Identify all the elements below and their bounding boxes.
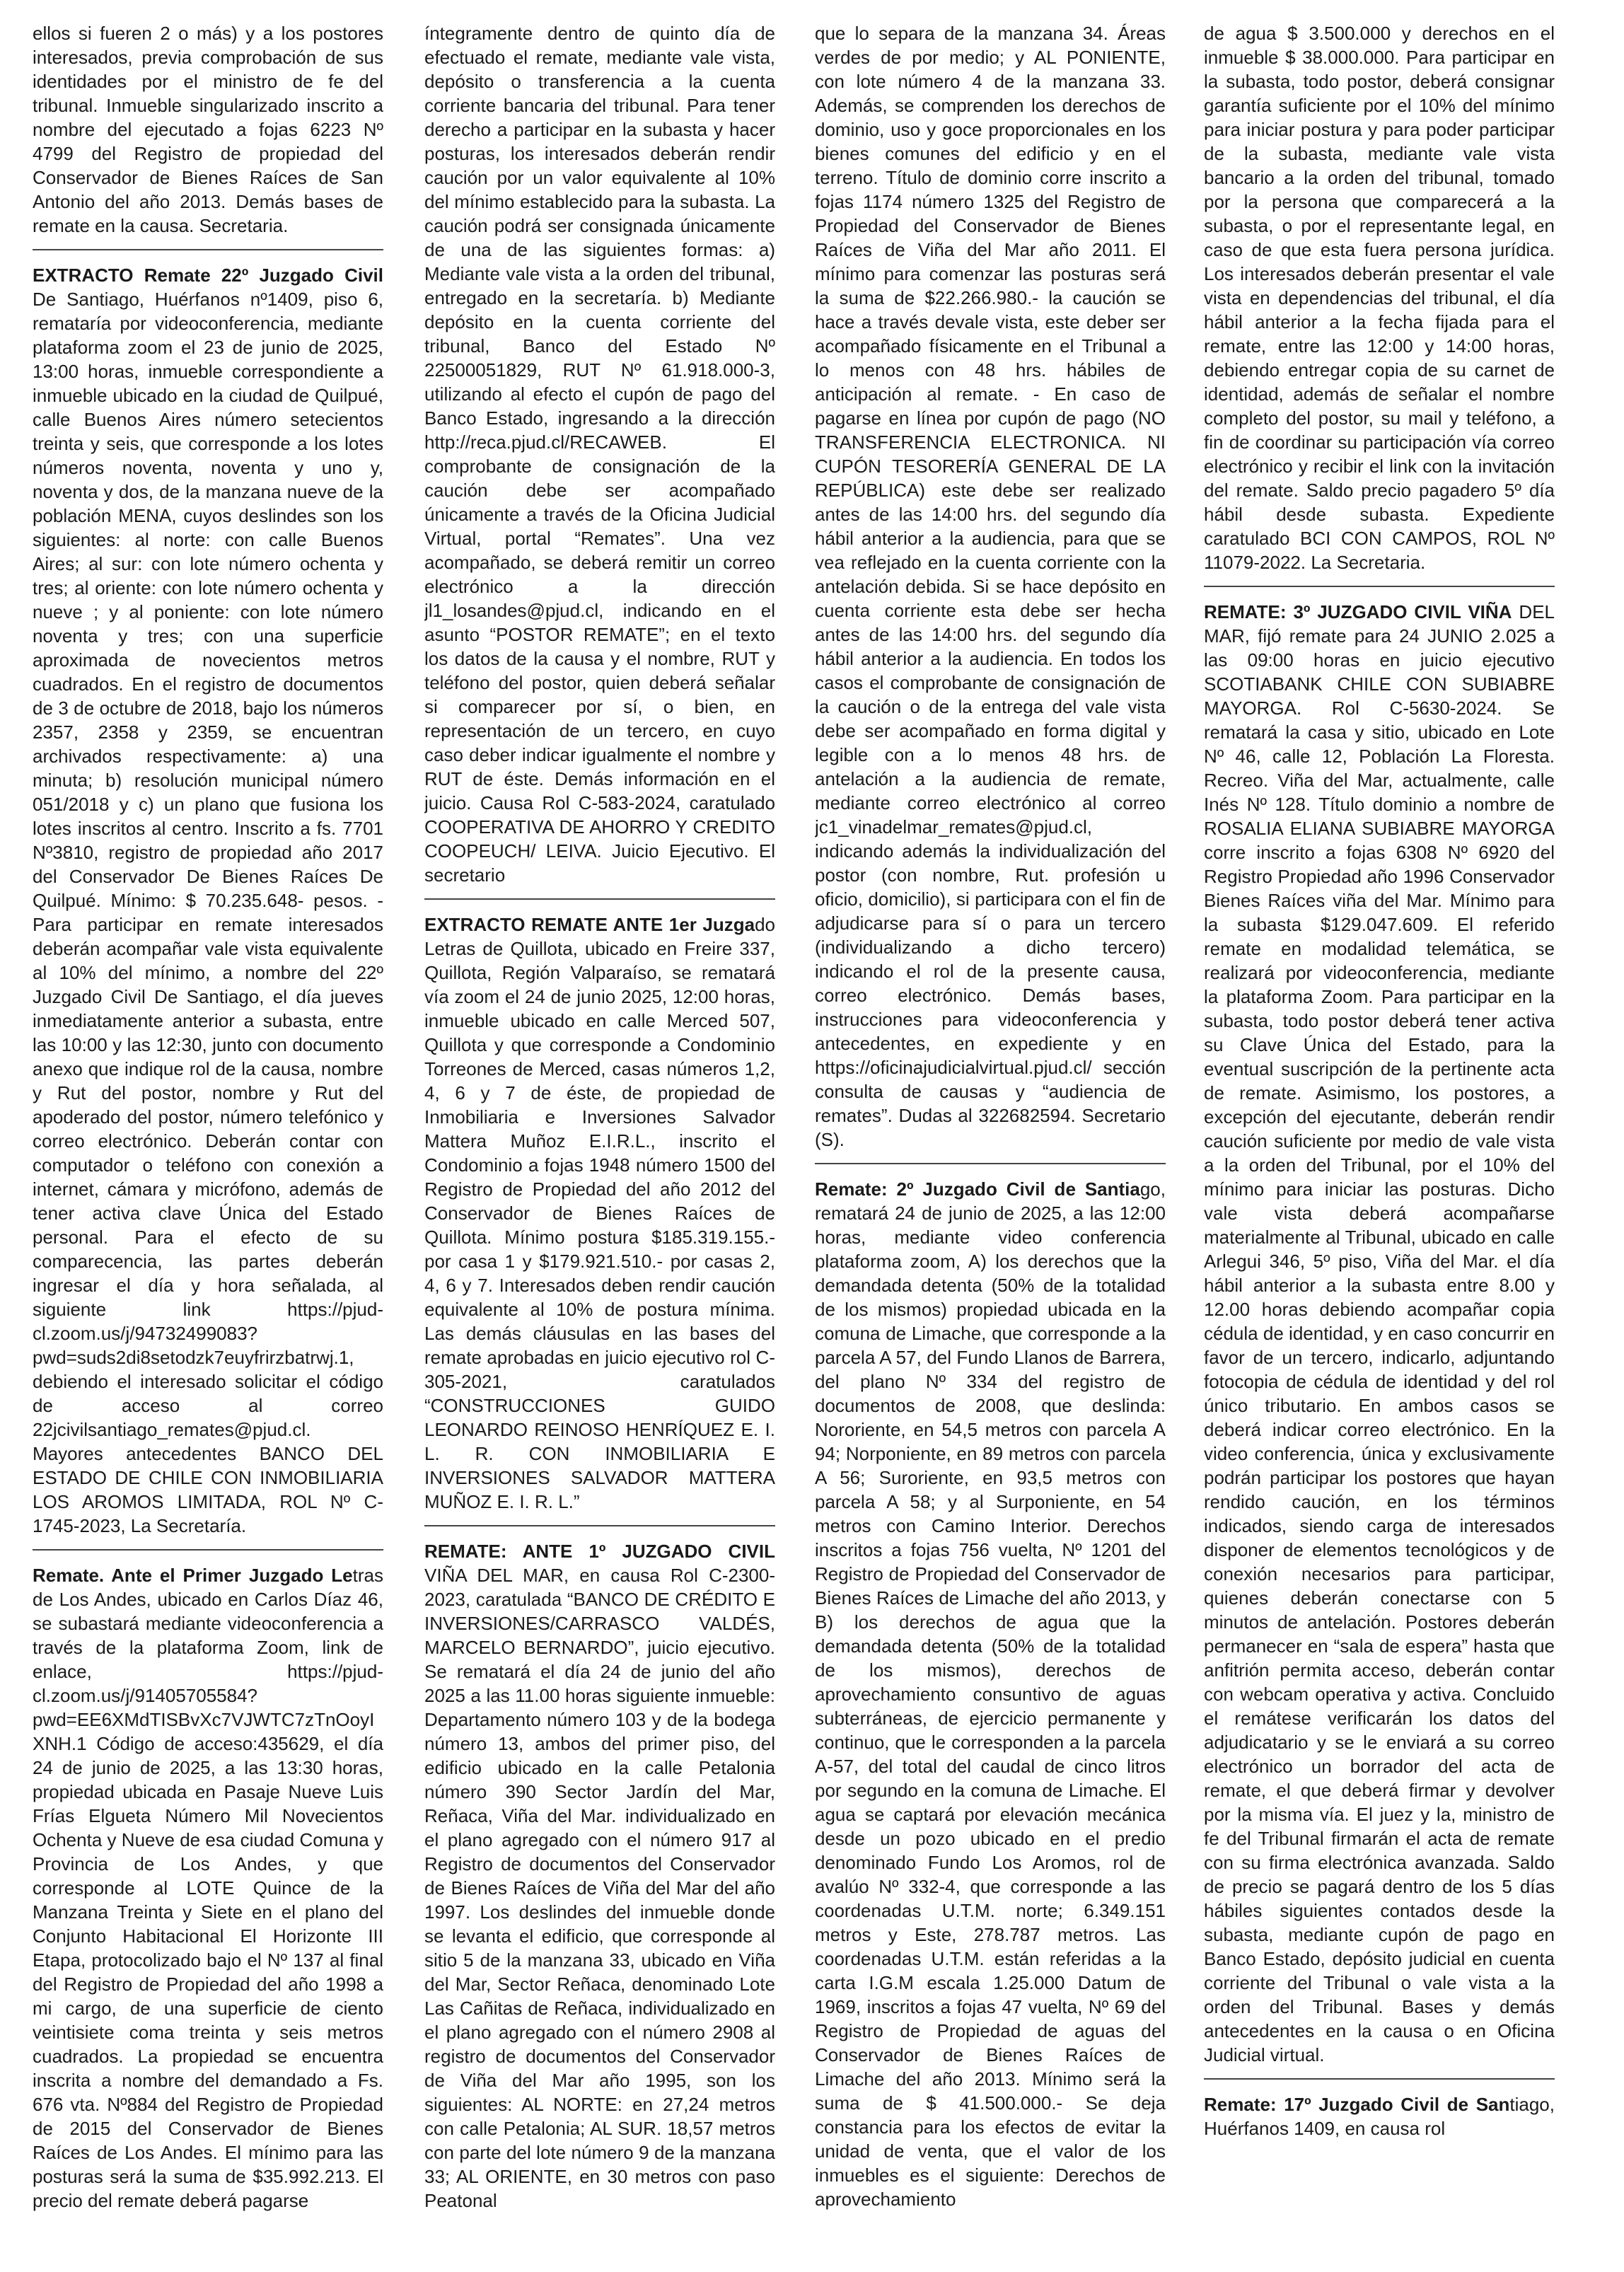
notice-body: De Santiago, Huérfanos nº1409, piso 6, remataría por videoconferencia, mediante plataforma zoom el 23 de junio de 2025, 13:00 horas, inmueble correspondiente a inmueble ubicado en la ciudad de Quilpué, calle Buenos Aires número setecientos treinta y seis, que corresponde a los lotes números noventa, noventa y uno y, noventa y dos, de la manzana nueve de la población MENA, cuyos deslindes son los siguientes: al norte: con calle Buenos Aires; al sur: con lote número ochenta y tres; al oriente: con lote número ochenta y nueve ; y al poniente: con lote número noventa y tres; con una superficie aproximada de novecientos metros cuadrados. En el registro de documentos de 3 de octubre de 2018, bajo los números 2357, 2358 y 2359, se encuentran archivados respectivamente: a) una minuta; b) resolución municipal número 051/2018 y c) un plano que fusiona los lotes inscritos al centro. Inscrito a fs. 7701 Nº3810, registro de propiedad año 2017 del Conservador De Bienes Raíces De Quilpué. Mínimo: $ 70.235.648- pesos. -Para participar en remate interesados deberán acompañar vale vista equivalente al 10% del mínimo, a nombre del 22º Juzgado Civil De Santiago, el día jueves inmediatamente anterior a subasta, entre las 10:00 y las 12:30, junto con documento anexo que indique rol de la causa, nombre y Rut del postor, nombre y Rut del apoderado del postor, número telefónico y correo electrónico. Deberán contar con computador o teléfono con conexión a internet, cámara y micrófono, además de tener activa clave Única del Estado personal. Para el efecto de su comparecencia, las partes deberán ingresar el día y hora señalada, al siguiente link https://pjud-cl.zoom.us/j/94732499083?pwd=suds2di8setodzk7euyfrirzbatrwj.1, debiendo el interesado solicitar el código de acceso al correo 22jcivilsantiago_remates@pjud.cl. Mayores antecedentes BANCO DEL ESTADO DE CHILE CON INMOBILIARIA LOS AROMOS LIMITADA, ROL Nº C-1745-2023, La Secretaría. [33,289,383,1536]
notice-remate-1-juzgado-vina-del-mar [424,1539,775,2213]
notice-heading: EXTRACTO REMATE ANTE 1er Juzga [424,914,755,935]
notice-continuation [424,21,775,887]
notice-remate-2-juzgado-civil-santiago [815,1177,1166,2211]
notice-divider [33,1549,383,1551]
notice-divider [815,1163,1166,1164]
notice-remate-3-juzgado-vina-del-mar [1204,600,1555,2067]
notice-body: que lo separa de la manzana 34. Áreas verdes de por medio; y AL PONIENTE, con lote número 4 de la manzana 33. Además, se comprenden los derechos de dominio, uso y goce proporcionales en los bienes comunes del edificio y en el terreno. Título de dominio corre inscrito a fojas 1174 número 1325 del Registro de Propiedad del Conservador de Bienes Raíces de Viña del Mar año 2011. El mínimo para comenzar las posturas será la suma de $22.266.980.- la caución se hace a través devale vista, este deber ser acompañado físicamente en el Tribunal a lo menos con 48 hrs. hábiles de anticipación al remate. - En caso de pagarse en línea por cupón de pago (NO TRANSFERENCIA ELECTRONICA. NI CUPÓN TESORERÍA GENERAL DE LA REPÚBLICA) este debe ser realizado antes de las 14:00 hrs. del segundo día hábil anterior a la audiencia, para que se vea reflejado en la cuenta corriente con la antelación debida. Si se hace depósito en cuenta corriente esta debe ser hecha antes de las 14:00 hrs. del segundo día hábil anterior a la audiencia. En todos los casos el comprobante de consignación de la caución o de la entrega del vale vista debe ser acompañado en forma digital y legible con a lo menos 48 hrs. de antelación a la audiencia de remate, mediante correo electrónico al correo jc1_vinadelmar_remates@pjud.cl, indicando además la individualización del postor (con nombre, Rut. profesión u oficio, domicilio), si participara con el fin de adjudicarse para sí o para un tercero (individualizando a dicho tercero) indicando el rol de la presente causa, correo electrónico. Demás bases, instrucciones para videoconferencia y antecedentes, en expediente y en https://oficinajudicialvirtual.pjud.cl/ sección consulta de causas y “audiencia de remates”. Dudas al 322682594. Secretario (S). [815,23,1166,1150]
column-3 [815,21,1166,2256]
notice-remate-17-juzgado-civil-santiago [1204,2092,1555,2140]
column-1 [33,21,383,2256]
notice-divider [33,249,383,250]
notice-body: DEL MAR, fijó remate para 24 JUNIO 2.025 a las 09:00 horas en juicio ejecutivo SCOTIABANK CHILE CON SUBIABRE MAYORGA. Rol C-5630-2024. Se rematará la casa y sitio, ubicado en Lote Nº 46, calle 12, Población La Floresta. Recreo. Viña del Mar, actualmente, calle Inés Nº 128. Título dominio a nombre de ROSALIA ELIANA SUBIABRE MAYORGA corre inscrito a fojas 6308 Nº 6920 del Registro Propiedad año 1996 Conservador Bienes Raíces viña del Mar. Mínimo para la subasta $129.047.609. El referido remate en modalidad telemática, se realizará por videoconferencia, mediante la plataforma Zoom. Para participar en la subasta, todo postor deberá tener activa su Clave Única del Estado, para la eventual suscripción de la pertinente acta de remate. Asimismo, los postores, a excepción del ejecutante, deberán rendir caución suficiente por medio de vale vista a la orden del Tribunal, por el 10% del mínimo para iniciar las posturas. Dicho vale vista deberá acompañarse materialmente al Tribunal, ubicado en calle Arlegui 346, 5º piso, Viña del Mar. el día hábil anterior a la subasta entre 8.00 y 12.00 horas debiendo acompañar copia cédula de identidad, y en caso concurrir en favor de un tercero, indicarlo, adjuntando fotocopia de cédula de identidad y del rol único tributario. En ambos casos se deberá indicar correo electrónico. En la video conferencia, única y exclusivamente podrán participar los postores que hayan rendido caución, en los términos indicados, siendo carga de interesados disponer de elementos tecnológicos y de conexión necesarios para participar, quienes deberán conectarse con 5 minutos de antelación. Postores deberán permanecer en “sala de espera” hasta que anfitrión permita acceso, deberán contar con webcam operativa y activa. Concluido el remátese verificarán los datos del adjudicatario y se le enviará a su correo electrónico un borrador del acta de remate, el que deberá firmar y devolver por la misma vía. El juez y la, ministro de fe del Tribunal firmarán el acta de remate con su firma electrónica avanzada. Saldo de precio se pagará dentro de los 5 días hábiles siguientes contados desde la subasta, mediante cupón de pago en Banco Estado, depósito judicial en cuenta corriente del Tribunal o vale vista a la orden del Tribunal. Bases y demás antecedentes en la causa o en Oficina Judicial virtual. [1204,601,1555,2065]
notice-heading: REMATE: ANTE 1º JUZGADO CIVIL [424,1541,775,1562]
notice-continuation [815,21,1166,1152]
notice-continuation [33,21,383,238]
notice-body: íntegramente dentro de quinto día de efectuado el remate, mediante vale vista, depósito o transferencia a la cuenta corriente bancaria del tribunal. Para tener derecho a participar en la subasta y hacer posturas, los interesados deberán rendir caución por un valor equivalente al 10% del mínimo establecido para la subasta. La caución podrá ser consignada únicamente de una de las siguientes formas: a) Mediante vale vista a la orden del tribunal, entregado en la secretaría. b) Mediante depósito en la cuenta corriente del tribunal, Banco del Estado Nº 22500051829, RUT Nº 61.918.000-3, utilizando al efecto el cupón de pago del Banco Estado, ingresando a la dirección http://reca.pjud.cl/RECAWEB. El comprobante de consignación de la caución debe ser acompañado únicamente a través de la Oficina Judicial Virtual, portal “Remates”. Una vez acompañado, se deberá remitir un correo electrónico a la dirección jl1_losandes@pjud.cl, indicando en el asunto “POSTOR REMATE”; en el texto los datos de la causa y el nombre, RUT y teléfono del postor, quien deberá señalar si comparecer por sí, o bien, en representación de un tercero, en cuyo caso deber indicar igualmente el nombre y RUT de éste. Demás información en el juicio. Causa Rol C-583-2024, caratulado COOPERATIVA DE AHORRO Y CREDITO COOPEUCH/ LEIVA. Juicio Ejecutivo. El secretario [424,23,775,886]
notice-remate-primer-juzgado-los-andes [33,1563,383,2213]
notice-heading: Remate: 17º Juzgado Civil de San [1204,2094,1510,2115]
notice-continuation [1204,21,1555,574]
notice-remate-22-juzgado-civil-santiago [33,263,383,1538]
column-2 [424,21,775,2256]
notice-divider [424,898,775,900]
column-4 [1204,21,1555,2256]
notice-body: tras de Los Andes, ubicado en Carlos Díaz 46, se subastará mediante videoconferencia a través de la plataforma Zoom, link de enlace, https://pjud-cl.zoom.us/j/91405705584?pwd=EE6XMdTISBvXc7VJWTC7zTnOoyIXNH.1 Código de acceso:435629, el día 24 de junio de 2025, a las 13:30 horas, propiedad ubicada en Pasaje Nueve Luis Frías Elgueta Número Mil Novecientos Ochenta y Nueve de esa ciudad Comuna y Provincia de Los Andes, y que corresponde al LOTE Quince de la Manzana Treinta y Siete en el plano del Conjunto Habitacional El Horizonte III Etapa, protocolizado bajo el Nº 137 al final del Registro de Propiedad del año 1998 a mi cargo, de una superficie de ciento veintisiete coma treinta y seis metros cuadrados. La propiedad se encuentra inscrita a nombre del demandado a Fs. 676 vta. Nº884 del Registro de Propiedad de 2015 del Conservador de Bienes Raíces de Los Andes. El mínimo para las posturas será la suma de $35.992.213. El precio del remate deberá pagarse [33,1565,383,2211]
notice-body: tiago, Huérfanos 1409, en causa rol [1204,2094,1555,2139]
notice-heading: Remate. Ante el Primer Juzgado Le [33,1565,353,1586]
notice-heading: REMATE: 3º JUZGADO CIVIL VIÑA [1204,601,1512,622]
notice-body: de agua $ 3.500.000 y derechos en el inmueble $ 38.000.000. Para participar en la subasta, todo postor, deberá consignar garantía suficiente por el 10% del mínimo para iniciar postura y para poder participar de la subasta, mediante vale vista bancario a la orden del tribunal, tomado por la persona que comparecerá a la subasta, o por el representante legal, en caso de que esta fuera persona jurídica. Los interesados deberán presentar el vale vista en dependencias del tribunal, el día hábil anterior a la fecha fijada para el remate, entre las 12:00 y 14:00 horas, debiendo entregar copia de su carnet de identidad, además de señalar el nombre completo del postor, su mail y teléfono, a fin de coordinar su participación vía correo electrónico y recibir el link con la invitación del remate. Saldo precio pagadero 5º día hábil desde subasta. Expediente caratulado BCI CON CAMPOS, ROL Nº 11079-2022. La Secretaria. [1204,23,1555,573]
notice-body: ellos si fueren 2 o más) y a los postores interesados, previa comprobación de sus identidades por el ministro de fe del tribunal. Inmueble singularizado inscrito a nombre del ejecutado a fojas 6223 Nº 4799 del Registro de propiedad del Conservador de Bienes Raíces de San Antonio del año 2013. Demás bases de remate en la causa. Secretaria. [33,23,383,236]
notice-divider [1204,586,1555,587]
notice-body: go, rematará 24 de junio de 2025, a las 12:00 horas, mediante video conferencia plataforma zoom, A) los derechos que la demandada detenta (50% de la totalidad de los mismos) propiedad ubicada en la comuna de Limache, que corresponde a la parcela A 57, del Fundo Llanos de Barrera, del plano Nº 334 del registro de documentos de 2008, que deslinda: Nororiente, en 54,5 metros con parcela A 94; Norponiente, en 89 metros con parcela A 56; Suroriente, en 93,5 metros con parcela A 58; y al Surponiente, en 54 metros con Camino Interior. Derechos inscritos a fojas 756 vuelta, Nº 1201 del Registro de Propiedad del Conservador de Bienes Raíces de Limache del año 2013, y B) los derechos de agua que la demandada detenta (50% de la totalidad de los mismos), derechos de aprovechamiento consuntivo de aguas subterráneas, de ejercicio permanente y continuo, que le corresponden a la parcela A-57, del total del caudal de cinco litros por segundo en la comuna de Limache. El agua se captará por elevación mecánica desde un pozo ubicado en el predio denominado Fundo Los Aromos, rol de avalúo Nº 332-4, que corresponde a las coordenadas U.T.M. norte; 6.349.151 metros y Este, 278.787 metros. Las coordenadas U.T.M. están referidas a la carta I.G.M escala 1.25.000 Datum de 1969, inscritos a fojas 47 vuelta, Nº 69 del Registro de Propiedad de aguas del Conservador de Bienes Raíces de Limache del año 2013. Mínimo será la suma de $ 41.500.000.- Se deja constancia para los efectos de evitar la unidad de venta, que el valor de los inmuebles es el siguiente: Derechos de aprovechamiento [815,1178,1166,2210]
notice-remate-1er-juzgado-quillota [424,912,775,1514]
notice-divider [424,1525,775,1526]
notice-heading: EXTRACTO Remate 22º Juzgado Civil [33,265,383,286]
notice-body: VIÑA DEL MAR, en causa Rol C-2300-2023, caratulada “BANCO DE CRÉDITO E INVERSIONES/CARRASCO VALDÉS, MARCELO BERNARDO”, juicio ejecutivo. Se rematará el día 24 de junio del año 2025 a las 11.00 horas siguiente inmueble: Departamento número 103 y de la bodega número 13, ambos del primer piso, del edificio ubicado en la calle Petalonia número 390 Sector Jardín del Mar, Reñaca, Viña del Mar. individualizado en el plano agregado con el número 917 al Registro de documentos del Conservador de Bienes Raíces de Viña del Mar del año 1997. Los deslindes del inmueble donde se levanta el edificio, que corresponde al sitio 5 de la manzana 33, ubicado en Viña del Mar, Sector Reñaca, denominado Lote Las Cañitas de Reñaca, individualizado en el plano agregado con el número 2908 al registro de documentos del Conservador de Viña del Mar año 1995, son los siguientes: AL NORTE: en 27,24 metros con calle Petalonia; AL SUR. 18,57 metros con parte del lote número 9 de la manzana 33; AL ORIENTE, en 30 metros con paso Peatonal [424,1565,775,2211]
notice-divider [1204,2078,1555,2080]
notice-body: do Letras de Quillota, ubicado en Freire 337, Quillota, Región Valparaíso, se rematará vía zoom el 24 de junio 2025, 12:00 horas, inmueble ubicado en calle Merced 507, Quillota y que corresponde a Condominio Torreones de Merced, casas números 1,2, 4, 6 y 7 de éste, de propiedad de Inmobiliaria e Inversiones Salvador Mattera Muñoz E.I.R.L., inscrito el Condominio a fojas 1948 número 1500 del Registro de Propiedad del año 2012 del Conservador de Bienes Raíces de Quillota. Mínimo postura $185.319.155.- por casa 1 y $179.921.510.- por casas 2, 4, 6 y 7. Interesados deben rendir caución equivalente al 10% de postura mínima. Las demás cláusulas en las bases del remate aprobadas en juicio ejecutivo rol C-305-2021, caratulados “CONSTRUCCIONES GUIDO LEONARDO REINOSO HENRÍQUEZ E. I. L. R. CON INMOBILIARIA E INVERSIONES SALVADOR MATTERA MUÑOZ E. I. R. L.” [424,914,775,1512]
notice-heading: Remate: 2º Juzgado Civil de Santia [815,1178,1140,1200]
